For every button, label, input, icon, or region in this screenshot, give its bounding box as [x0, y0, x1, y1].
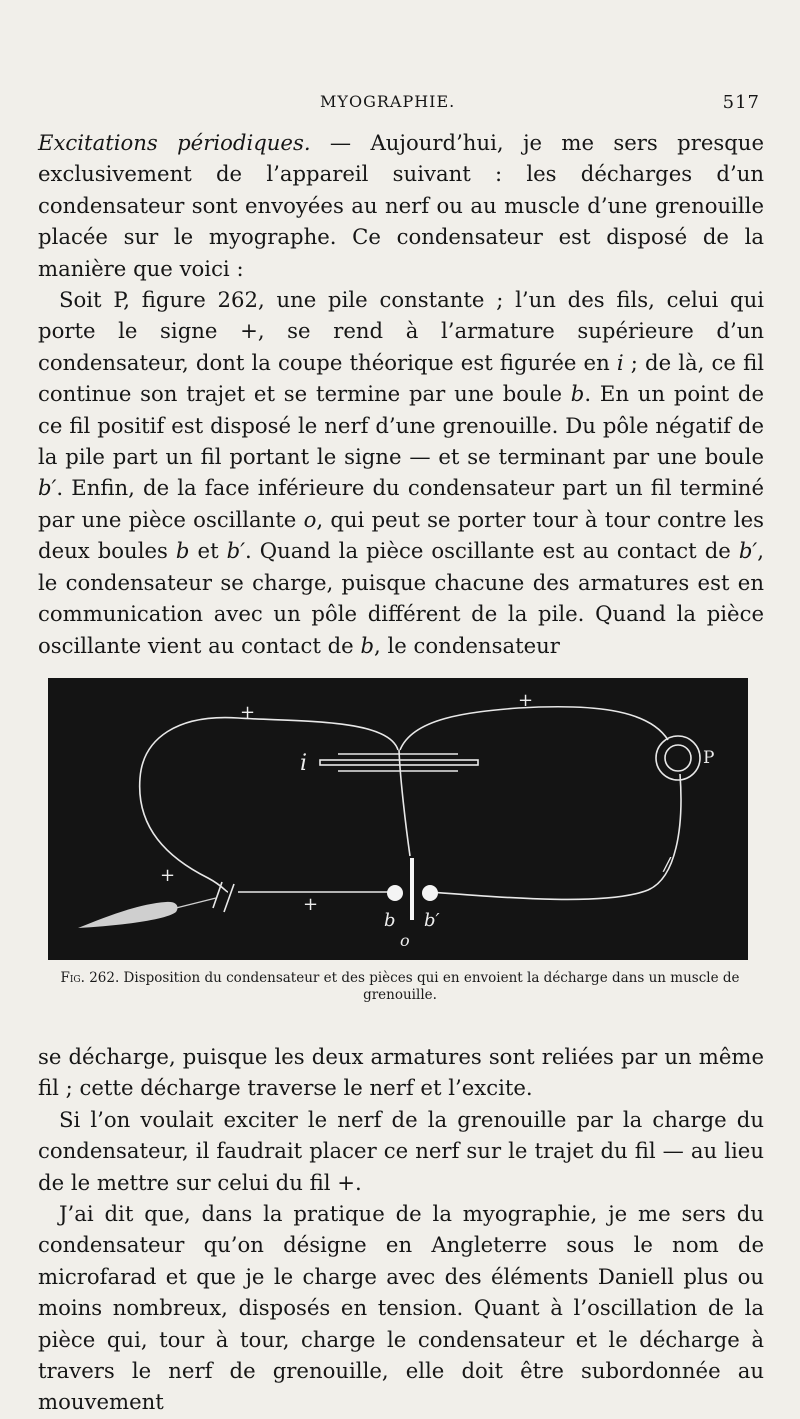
figure-caption	[60, 970, 740, 1004]
section-heading: Excitations périodiques.	[38, 130, 311, 155]
wire-negative	[430, 774, 681, 899]
ball-b	[387, 885, 403, 901]
nerve-mark-1	[213, 882, 222, 908]
wire-right-loop	[400, 707, 668, 750]
paragraph-charge-excitation: Si l’on voulait exciter le nerf de la grenouille par la charge du condensateur, il faudrait placer ce nerf sur le trajet du fil — au lieu de le mettre sur celui du fil +.	[38, 1106, 764, 1195]
label-minus-right: /	[664, 854, 671, 875]
label-plus-bottom: +	[303, 894, 319, 915]
wire-left-loop	[140, 718, 398, 892]
label-capacitor-i: i	[300, 751, 308, 776]
label-pile-p: P	[703, 748, 715, 768]
page-number: 517	[722, 92, 760, 113]
paragraph-microfarad: J’ai dit que, dans la pratique de la myographie, je me sers du condensateur qu’on désigne en Angleterre sous le nom de microfarad et que je le charge avec des éléments Daniell plus ou moins nombreux, disposés en tension. Quant à l’oscillation de la pièce qui, tour à tour, charge le condensateur et le décharge à travers le nerf de grenouille, elle doit être subordonnée au mouvement	[38, 1201, 764, 1415]
label-plus-left: +	[160, 865, 176, 886]
label-plus-top-left: +	[240, 702, 256, 723]
nerve-mark-2	[224, 884, 234, 912]
page-header	[38, 92, 760, 120]
pile-outer	[656, 736, 700, 780]
paragraph-discharge: se décharge, puisque les deux armatures sont reliées par un même fil ; cette décharge traverse le nerf et l’excite.	[38, 1044, 764, 1101]
label-ball-b: b	[384, 910, 396, 931]
circuit-diagram	[48, 678, 748, 960]
frog-nerve	[176, 898, 216, 908]
frog-muscle	[78, 902, 178, 928]
label-plus-top-right: +	[518, 690, 534, 711]
paragraph-pile-description: Soit P, figure 262, une pile constante ; l’un des fils, celui qui porte le signe +, se rend à l’armature supérieure d’un condensateur, dont la coupe théorique est figurée en i ; de là, ce fil continue son trajet et se termine par une boule b. En un point de ce fil positif est disposé le nerf d’une grenouille. Du pôle négatif de la pile part un fil portant le signe — et se terminant par une boule b′. Enfin, de la face inférieure du condensateur part un fil terminé par une pièce oscillante o, qui peut se porter tour à tour contre les deux boules b et b′. Quand la pièce oscillante est au contact de b′, le condensateur se charge, puisque chacune des armatures est en communication avec un pôle différent de la pile. Quand la pièce oscillante vient au contact de b, le condensateur	[38, 287, 765, 658]
oscillating-piece	[410, 858, 414, 920]
caption-text: Disposition du condensateur et des pièces qui en envoient la décharge dans un muscle de grenouille.	[119, 970, 740, 1003]
ball-bprime	[422, 885, 438, 901]
caption-label: Fig. 262.	[60, 970, 120, 986]
figure-262-diagram	[48, 678, 748, 960]
paragraph-periodic-excitations: Excitations périodiques. — Aujourd’hui, je me sers presque exclusivement de l’appareil suivant : les décharges d’un condensateur sont envoyées au nerf ou au muscle d’une grenouille placée sur le myographe. Ce condensateur est disposé de la manière que voici :	[38, 130, 764, 281]
bottom-text	[38, 1041, 764, 1418]
label-oscillator-o: o	[400, 931, 410, 950]
running-title: MYOGRAPHIE.	[320, 92, 456, 111]
top-text	[38, 127, 764, 661]
label-ball-bprime: b′	[424, 910, 440, 931]
wire-capacitor-oscillator	[399, 750, 410, 856]
pile-inner	[665, 745, 691, 771]
